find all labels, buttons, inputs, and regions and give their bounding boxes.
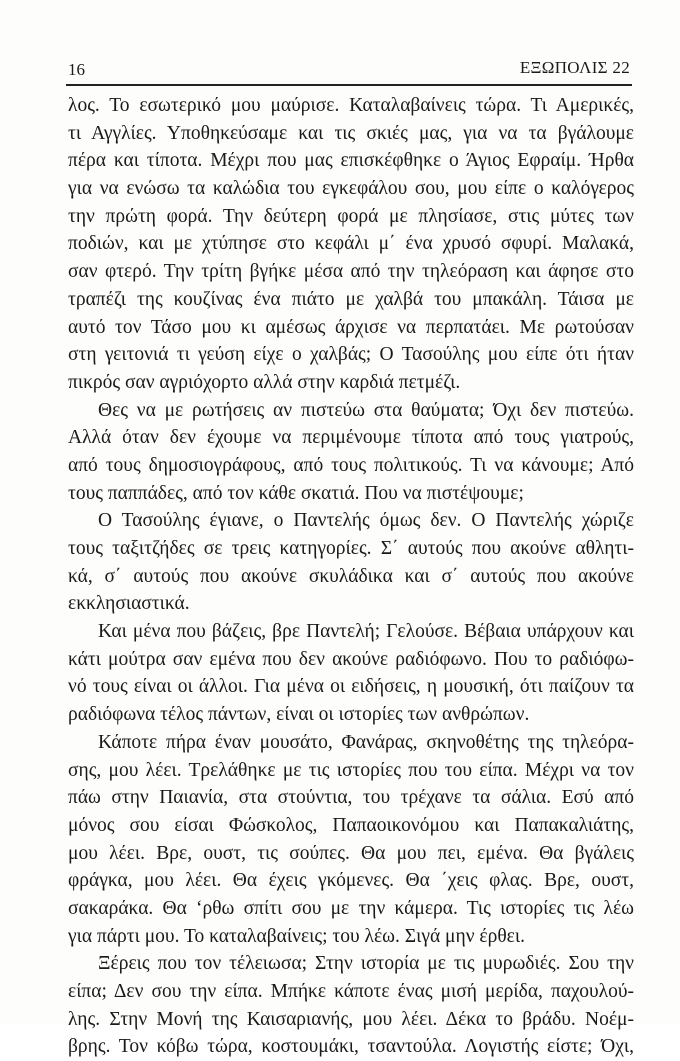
running-head: ΕΞΩΠΟΛΙΣ 22 (519, 58, 630, 77)
text-line: από τους δημοσιογράφους, από τους πολιτικούς. Τι να κάνουμε; Από (68, 454, 634, 476)
text-line: κά, σ΄ αυτούς που ακούνε σκυλάδικα και σ΄ αυτούς που ακούνε (68, 565, 634, 587)
paragraph (68, 92, 634, 397)
text-line: Κάποτε πήρα έναν μουσάτο, Φανάρας, σκηνοθέτης της τηλεόρα- (98, 731, 634, 753)
paragraph (68, 618, 634, 729)
text-line: σης, μου λέει. Τρελάθηκε με τις ιστορίες που του είπα. Μέχρι να τον (68, 759, 634, 781)
text-line: κάτι μούτρα σαν εμένα που δεν ακούνε ραδιόφωνο. Που το ραδιόφω- (68, 648, 634, 670)
text-line: πέρα και τίποτα. Μέχρι που μας επισκέφθηκε ο Άγιος Εφραίμ. Ήρθα (68, 150, 634, 172)
header-rule (66, 84, 632, 86)
text-line: λος. Το εσωτερικό μου μαύρισε. Καταλαβαίνεις τώρα. Τι Αμερικές, (68, 95, 634, 116)
text-line: πικρός σαν αγριόχορτο αλλά στην καρδιά πετμέζι. (68, 371, 461, 393)
text-line: για να ενώσω τα καλώδια του εγκεφάλου σου, μου είπε ο καλόγερος (68, 178, 634, 200)
text-line: Ξέρεις που τον τέλειωσα; Στην ιστορία με τις μυρωδιές. Σου την (98, 953, 634, 975)
text-line: είπα; Δεν σου την είπα. Μπήκε κάποτε ένας μισή μερίδα, παχουλού- (68, 981, 634, 1002)
text-line: τραπέζι της κουζίνας ένα πιάτο με χαλβά του μπακάλη. Τάισα με (68, 288, 634, 310)
text-line: λης. Στην Μονή της Καισαριανής, μου λέει. Δέκα το βράδυ. Νοέμ- (68, 1008, 634, 1030)
text-line: ποδιών, και με χτύπησε στο κεφάλι μ΄ ένα χρυσό σφυρί. Μαλακά, (68, 233, 634, 255)
body-text (68, 92, 634, 1061)
text-line: ραδιόφωνα τέλος πάντων, είναι οι ιστορίες των ανθρώπων. (68, 704, 530, 726)
text-line: τους παππάδες, από τον κάθε σκατιά. Που να πιστέψουμε; (68, 482, 524, 504)
text-line: σακαράκα. Θα ‘ρθω σπίτι σου με την κάμερα. Τις ιστορίες τις λέω (68, 897, 634, 919)
text-line: Αλλά όταν δεν έχουμε να περιμένουμε τίποτα από τους γιατρούς, (68, 427, 634, 449)
text-line: μου λέει. Βρε, ουστ, τις σούπες. Θα μου πει, εμένα. Θα βγάλεις (68, 842, 634, 864)
page-header (68, 56, 630, 82)
paragraph (68, 729, 634, 951)
text-line: αυτό τον Τάσο μου κι αμέσως άρχισε να περπατάει. Με ρωτούσαν (68, 316, 634, 338)
text-line: φράγκα, μου λέει. Θα έχεις γκόμενες. Θα ΄χεις φλας. Βρε, ουστ, (68, 870, 634, 892)
text-line: Και μένα που βάζεις, βρε Παντελή; Γελούσε. Βέβαια υπάρχουν και (98, 621, 634, 643)
text-line: Θες να με ρωτήσεις αν πιστεύω στα θαύματα; Όχι δεν πιστεύω. (98, 399, 634, 421)
text-line: τους ταξιτζήδες σε τρεις κατηγορίες. Σ΄ αυτούς που ακούνε αθλητι- (68, 538, 634, 559)
paragraph (68, 397, 634, 508)
text-line: πάω στην Παιανία, στα στούντια, του τρέχανε τα σάλια. Εσύ από (68, 787, 634, 809)
text-line: για πάρτι μου. Το καταλαβαίνεις; του λέω. Σιγά μην έρθει. (68, 925, 525, 947)
text-line: νό τους είναι οι άλλοι. Για μένα οι ειδήσεις, η μουσική, ότι παίζουν τα (68, 676, 634, 698)
text-line: εκκλησιαστικά. (68, 593, 190, 615)
paragraph (68, 507, 634, 618)
text-line: στη γειτονιά τι γεύση είχε ο χαλβάς; Ο Τασούλης μου είπε ότι ήταν (68, 344, 634, 366)
text-line: τι Αγγλίες. Υποθηκεύσαμε και τις σκιές μας, για να τα βγάλουμε (68, 122, 634, 144)
page-number: 16 (68, 60, 85, 79)
paragraph (68, 950, 634, 1061)
text-line: μόνος σου είσαι Φώσκολος, Παπαοικονόμου και Παπακαλιάτης, (68, 814, 634, 836)
text-line: την πρώτη φορά. Την δεύτερη φορά με πλησίασε, στις μύτες των (68, 205, 634, 227)
text-line: βρης. Τον κόβω τώρα, κοστουμάκι, τσαντούλα. Λογιστής είστε; Όχι, (68, 1036, 634, 1058)
text-line: Ο Τασούλης έγιανε, ο Παντελής όμως δεν. Ο Παντελής χώριζε (98, 510, 634, 532)
text-line: σαν φτερό. Την τρίτη βγήκε μέσα από την τηλεόραση και άφησε στο (68, 261, 634, 283)
